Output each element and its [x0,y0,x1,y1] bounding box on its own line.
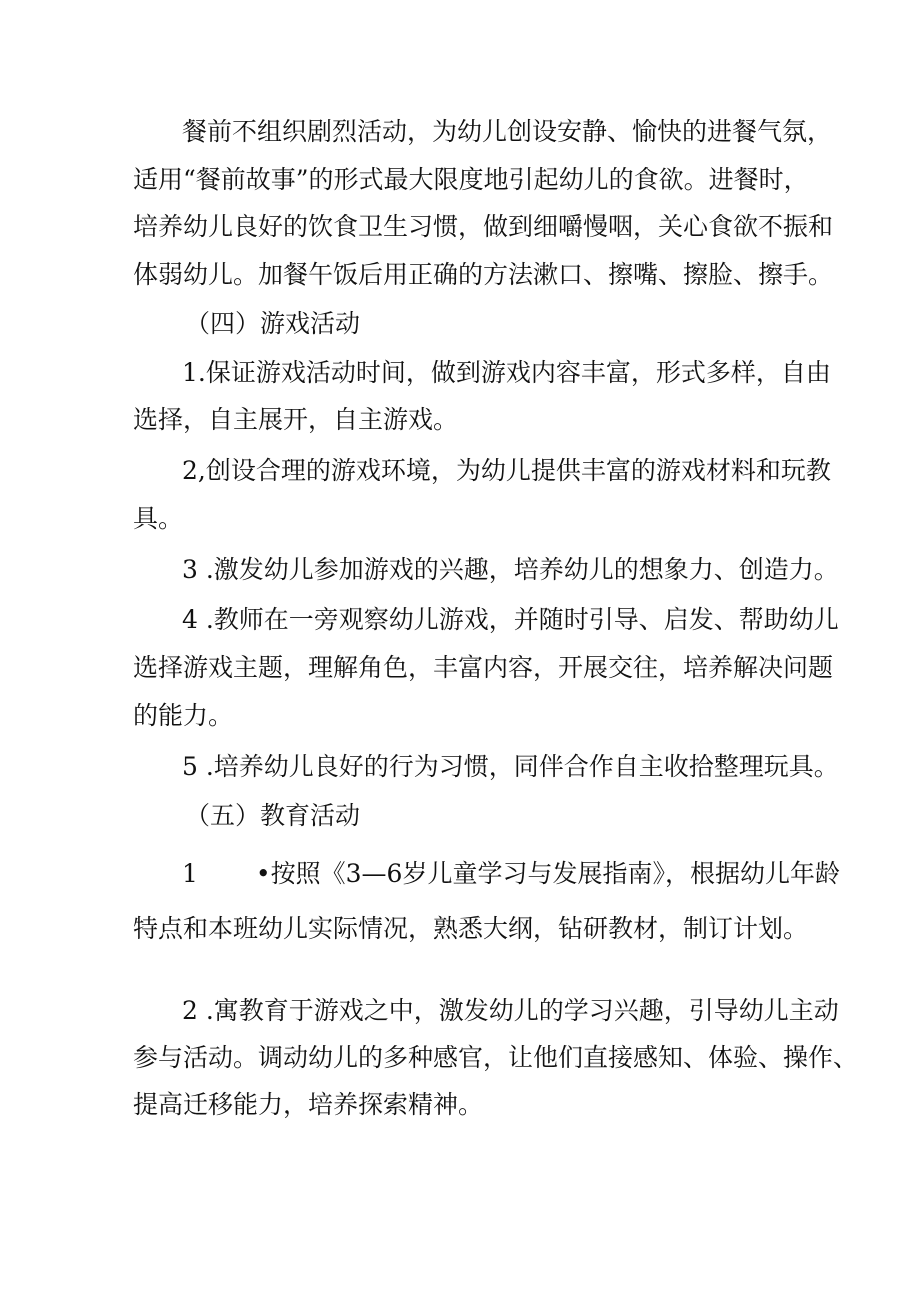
education-item-1-line-1 [182,850,840,897]
games-item-1-line-1: 1.保证游戏活动时间，做到游戏内容丰富，形式多样，自由 [182,358,831,387]
meal-paragraph-line-2: 适用“餐前故事”的形式最大限度地引起幼儿的食欲。进餐时， [133,165,809,194]
games-item-3: 3 .激发幼儿参加游戏的兴趣，培养幼儿的想象力、创造力。 [182,555,839,584]
education-item-2-line-2: 参与活动。调动幼儿的多种感官，让他们直接感知、体验、操作、 [133,1043,859,1072]
games-item-4-line-3: 的能力。 [133,701,234,730]
meal-paragraph-line-4: 体弱幼儿。加餐午饭后用正确的方法漱口、擦嘴、擦脸、擦手。 [133,260,834,289]
meal-paragraph-line-1: 餐前不组织剧烈活动，为幼儿创设安静、愉快的进餐气氛， [182,117,833,146]
games-item-4-line-1: 4 .教师在一旁观察幼儿游戏，并随时引导、启发、帮助幼儿 [182,605,839,634]
education-item-1-text: •按照《3—6岁儿童学习与发展指南》，根据幼儿年龄 [255,859,840,888]
games-item-2-line-2: 具。 [133,504,184,533]
education-item-1-line-2: 特点和本班幼儿实际情况，熟悉大纲，钻研教材，制订计划。 [133,914,809,943]
games-item-5: 5 .培养幼儿良好的行为习惯，同伴合作自主收拾整理玩具。 [182,752,839,781]
education-item-2-line-1: 2 .寓教育于游戏之中，激发幼儿的学习兴趣，引导幼儿主动 [182,996,839,1025]
meal-paragraph-line-3: 培养幼儿良好的饮食卫生习惯，做到细嚼慢咽，关心食欲不振和 [133,212,834,241]
games-item-2-line-1: 2,创设合理的游戏环境，为幼儿提供丰富的游戏材料和玩教 [182,456,831,485]
education-item-1-number: 1 [182,859,198,888]
games-item-1-line-2: 选择，自主展开，自主游戏。 [133,405,459,434]
games-item-4-line-2: 选择游戏主题，理解角色，丰富内容，开展交往，培养解决问题 [133,653,834,682]
education-item-2-line-3: 提高迁移能力，培养探索精神。 [133,1090,484,1119]
heading-games: （四）游戏活动 [185,309,361,338]
heading-education: （五）教育活动 [185,801,361,830]
